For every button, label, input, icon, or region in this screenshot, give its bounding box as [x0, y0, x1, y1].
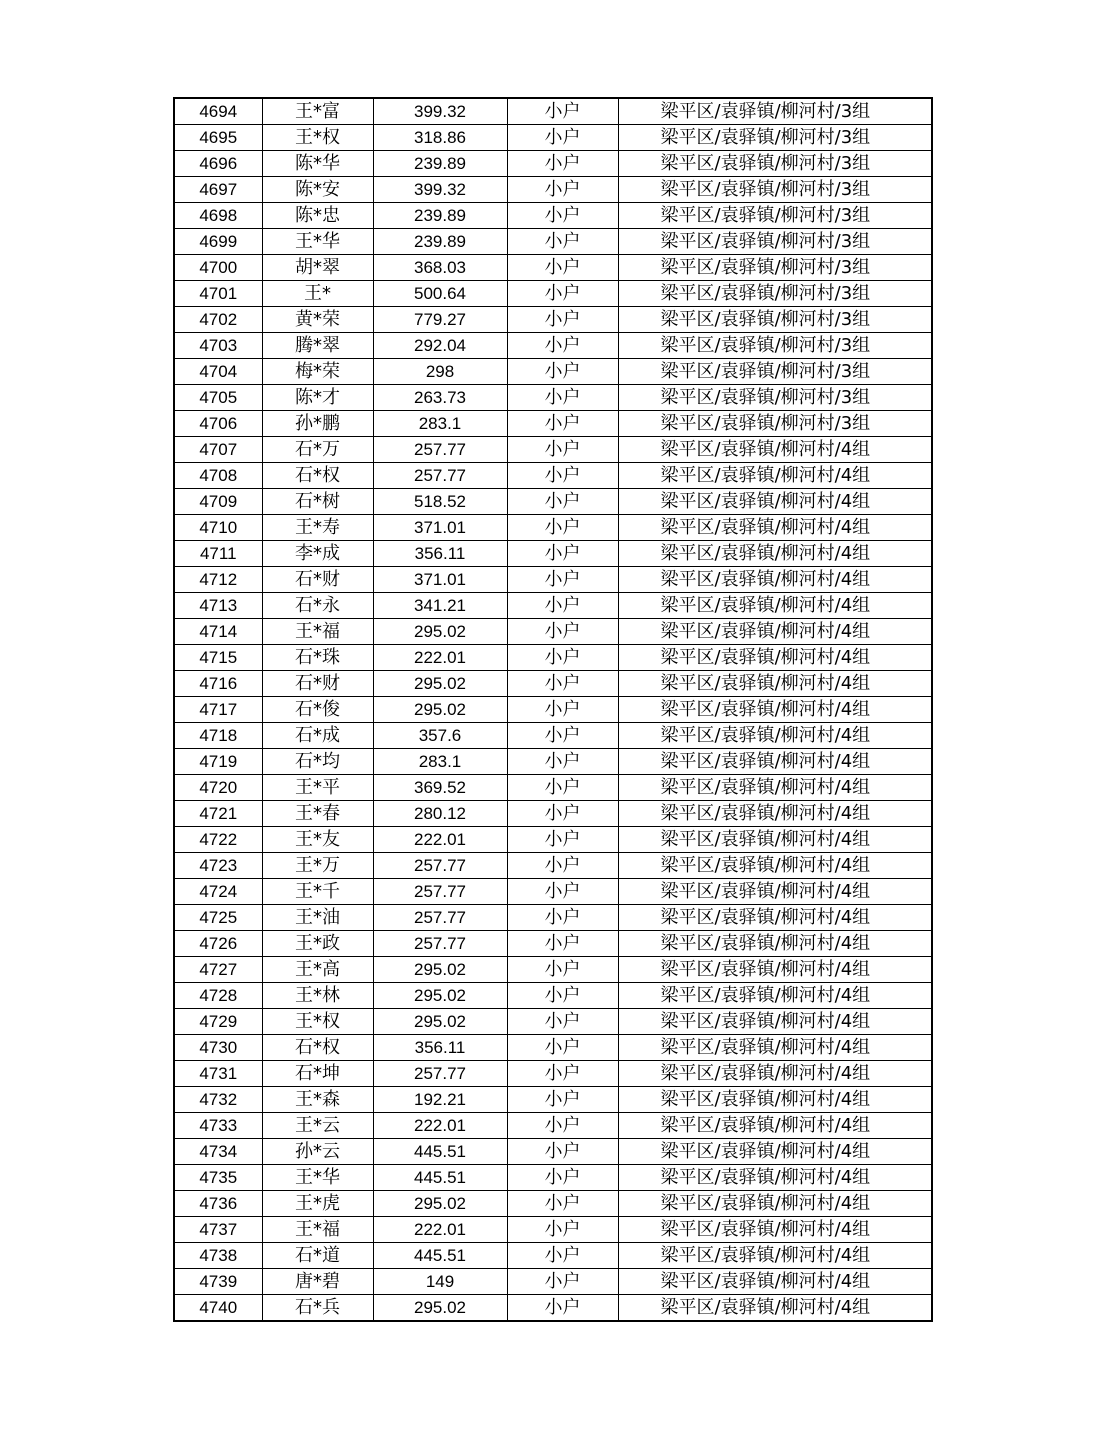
row-address-cell: 梁平区/袁驿镇/柳河村/3组: [618, 411, 932, 437]
table-row: [174, 1139, 932, 1165]
row-name-cell: 王*虎: [262, 1191, 373, 1217]
row-address-cell: 梁平区/袁驿镇/柳河村/4组: [618, 879, 932, 905]
row-area-cell: 239.89: [373, 229, 507, 255]
row-address-cell: 梁平区/袁驿镇/柳河村/4组: [618, 671, 932, 697]
row-id-cell: 4740: [174, 1295, 262, 1322]
row-id-cell: 4725: [174, 905, 262, 931]
row-type-cell: 小户: [507, 983, 618, 1009]
table-row: [174, 931, 932, 957]
row-address-cell: 梁平区/袁驿镇/柳河村/4组: [618, 853, 932, 879]
row-area-cell: 295.02: [373, 1295, 507, 1322]
row-name-cell: 石*权: [262, 463, 373, 489]
row-address-cell: 梁平区/袁驿镇/柳河村/4组: [618, 1087, 932, 1113]
row-id-cell: 4707: [174, 437, 262, 463]
row-id-cell: 4702: [174, 307, 262, 333]
row-area-cell: 257.77: [373, 905, 507, 931]
table-row: [174, 567, 932, 593]
row-type-cell: 小户: [507, 905, 618, 931]
row-type-cell: 小户: [507, 177, 618, 203]
table-row: [174, 697, 932, 723]
row-name-cell: 陈*才: [262, 385, 373, 411]
table-row: [174, 723, 932, 749]
row-address-cell: 梁平区/袁驿镇/柳河村/4组: [618, 1165, 932, 1191]
row-name-cell: 石*成: [262, 723, 373, 749]
row-area-cell: 295.02: [373, 957, 507, 983]
row-area-cell: 149: [373, 1269, 507, 1295]
table-row: [174, 489, 932, 515]
table-row: [174, 1217, 932, 1243]
row-area-cell: 445.51: [373, 1139, 507, 1165]
row-name-cell: 王*权: [262, 125, 373, 151]
row-area-cell: 257.77: [373, 437, 507, 463]
table-row: [174, 1113, 932, 1139]
table-row: [174, 255, 932, 281]
row-type-cell: 小户: [507, 645, 618, 671]
row-name-cell: 王*权: [262, 1009, 373, 1035]
row-address-cell: 梁平区/袁驿镇/柳河村/4组: [618, 1009, 932, 1035]
row-type-cell: 小户: [507, 515, 618, 541]
row-name-cell: 王*高: [262, 957, 373, 983]
row-name-cell: 王*春: [262, 801, 373, 827]
row-name-cell: 石*道: [262, 1243, 373, 1269]
row-type-cell: 小户: [507, 1269, 618, 1295]
row-name-cell: 唐*碧: [262, 1269, 373, 1295]
row-area-cell: 239.89: [373, 203, 507, 229]
row-address-cell: 梁平区/袁驿镇/柳河村/4组: [618, 1243, 932, 1269]
table-row: [174, 229, 932, 255]
row-area-cell: 257.77: [373, 853, 507, 879]
row-id-cell: 4715: [174, 645, 262, 671]
row-type-cell: 小户: [507, 411, 618, 437]
row-name-cell: 石*万: [262, 437, 373, 463]
row-name-cell: 孙*鹏: [262, 411, 373, 437]
row-id-cell: 4738: [174, 1243, 262, 1269]
row-type-cell: 小户: [507, 307, 618, 333]
row-address-cell: 梁平区/袁驿镇/柳河村/4组: [618, 593, 932, 619]
row-type-cell: 小户: [507, 697, 618, 723]
row-area-cell: 295.02: [373, 983, 507, 1009]
row-name-cell: 王*华: [262, 1165, 373, 1191]
row-name-cell: 王*万: [262, 853, 373, 879]
row-type-cell: 小户: [507, 671, 618, 697]
table-row: [174, 411, 932, 437]
row-type-cell: 小户: [507, 333, 618, 359]
row-address-cell: 梁平区/袁驿镇/柳河村/4组: [618, 957, 932, 983]
row-area-cell: 295.02: [373, 1191, 507, 1217]
row-id-cell: 4719: [174, 749, 262, 775]
row-name-cell: 梅*荣: [262, 359, 373, 385]
row-type-cell: 小户: [507, 463, 618, 489]
table-row: [174, 957, 932, 983]
row-name-cell: 王*云: [262, 1113, 373, 1139]
row-type-cell: 小户: [507, 1113, 618, 1139]
table-row: [174, 1035, 932, 1061]
row-id-cell: 4723: [174, 853, 262, 879]
row-type-cell: 小户: [507, 1139, 618, 1165]
table-row: [174, 905, 932, 931]
row-name-cell: 石*珠: [262, 645, 373, 671]
row-area-cell: 257.77: [373, 879, 507, 905]
row-address-cell: 梁平区/袁驿镇/柳河村/4组: [618, 1113, 932, 1139]
row-address-cell: 梁平区/袁驿镇/柳河村/4组: [618, 567, 932, 593]
row-address-cell: 梁平区/袁驿镇/柳河村/4组: [618, 1035, 932, 1061]
row-id-cell: 4739: [174, 1269, 262, 1295]
row-address-cell: 梁平区/袁驿镇/柳河村/3组: [618, 255, 932, 281]
table-row: [174, 541, 932, 567]
row-area-cell: 292.04: [373, 333, 507, 359]
row-id-cell: 4705: [174, 385, 262, 411]
row-type-cell: 小户: [507, 931, 618, 957]
row-area-cell: 222.01: [373, 827, 507, 853]
table-row: [174, 281, 932, 307]
row-address-cell: 梁平区/袁驿镇/柳河村/3组: [618, 229, 932, 255]
row-type-cell: 小户: [507, 1009, 618, 1035]
row-name-cell: 王*: [262, 281, 373, 307]
table-row: [174, 437, 932, 463]
table-row: [174, 1087, 932, 1113]
row-name-cell: 王*福: [262, 619, 373, 645]
table-row: [174, 1191, 932, 1217]
row-address-cell: 梁平区/袁驿镇/柳河村/4组: [618, 1139, 932, 1165]
row-area-cell: 222.01: [373, 1113, 507, 1139]
row-id-cell: 4733: [174, 1113, 262, 1139]
row-type-cell: 小户: [507, 125, 618, 151]
row-name-cell: 石*财: [262, 567, 373, 593]
row-id-cell: 4737: [174, 1217, 262, 1243]
row-address-cell: 梁平区/袁驿镇/柳河村/4组: [618, 1217, 932, 1243]
row-id-cell: 4718: [174, 723, 262, 749]
row-address-cell: 梁平区/袁驿镇/柳河村/3组: [618, 177, 932, 203]
row-name-cell: 王*政: [262, 931, 373, 957]
row-type-cell: 小户: [507, 775, 618, 801]
table-row: [174, 879, 932, 905]
row-address-cell: 梁平区/袁驿镇/柳河村/3组: [618, 203, 932, 229]
row-area-cell: 445.51: [373, 1165, 507, 1191]
row-id-cell: 4695: [174, 125, 262, 151]
table-row: [174, 801, 932, 827]
row-name-cell: 石*权: [262, 1035, 373, 1061]
row-name-cell: 石*兵: [262, 1295, 373, 1322]
row-id-cell: 4732: [174, 1087, 262, 1113]
row-id-cell: 4724: [174, 879, 262, 905]
row-name-cell: 李*成: [262, 541, 373, 567]
row-id-cell: 4704: [174, 359, 262, 385]
row-id-cell: 4731: [174, 1061, 262, 1087]
row-name-cell: 王*千: [262, 879, 373, 905]
row-type-cell: 小户: [507, 281, 618, 307]
row-id-cell: 4735: [174, 1165, 262, 1191]
row-address-cell: 梁平区/袁驿镇/柳河村/4组: [618, 1295, 932, 1322]
table-row: [174, 749, 932, 775]
row-name-cell: 王*森: [262, 1087, 373, 1113]
row-id-cell: 4716: [174, 671, 262, 697]
row-area-cell: 399.32: [373, 98, 507, 125]
row-address-cell: 梁平区/袁驿镇/柳河村/3组: [618, 281, 932, 307]
row-type-cell: 小户: [507, 723, 618, 749]
table-row: [174, 177, 932, 203]
row-type-cell: 小户: [507, 749, 618, 775]
roster-table: [173, 97, 933, 1322]
table-row: [174, 98, 932, 125]
row-area-cell: 298: [373, 359, 507, 385]
row-address-cell: 梁平区/袁驿镇/柳河村/4组: [618, 723, 932, 749]
table-row: [174, 515, 932, 541]
row-name-cell: 孙*云: [262, 1139, 373, 1165]
row-id-cell: 4721: [174, 801, 262, 827]
row-id-cell: 4709: [174, 489, 262, 515]
row-area-cell: 368.03: [373, 255, 507, 281]
row-area-cell: 222.01: [373, 1217, 507, 1243]
table-row: [174, 775, 932, 801]
row-area-cell: 357.6: [373, 723, 507, 749]
table-row: [174, 333, 932, 359]
row-type-cell: 小户: [507, 567, 618, 593]
row-type-cell: 小户: [507, 827, 618, 853]
table-row: [174, 359, 932, 385]
row-id-cell: 4713: [174, 593, 262, 619]
row-type-cell: 小户: [507, 1217, 618, 1243]
row-type-cell: 小户: [507, 489, 618, 515]
row-id-cell: 4696: [174, 151, 262, 177]
row-address-cell: 梁平区/袁驿镇/柳河村/4组: [618, 749, 932, 775]
row-name-cell: 石*永: [262, 593, 373, 619]
row-type-cell: 小户: [507, 1191, 618, 1217]
row-id-cell: 4736: [174, 1191, 262, 1217]
table-row: [174, 619, 932, 645]
row-type-cell: 小户: [507, 1061, 618, 1087]
row-name-cell: 王*平: [262, 775, 373, 801]
row-id-cell: 4726: [174, 931, 262, 957]
row-name-cell: 腾*翠: [262, 333, 373, 359]
row-address-cell: 梁平区/袁驿镇/柳河村/4组: [618, 515, 932, 541]
row-address-cell: 梁平区/袁驿镇/柳河村/4组: [618, 437, 932, 463]
table-row: [174, 827, 932, 853]
table-row: [174, 463, 932, 489]
row-name-cell: 石*财: [262, 671, 373, 697]
row-type-cell: 小户: [507, 1295, 618, 1322]
row-area-cell: 518.52: [373, 489, 507, 515]
row-id-cell: 4701: [174, 281, 262, 307]
row-id-cell: 4711: [174, 541, 262, 567]
table-row: [174, 151, 932, 177]
row-type-cell: 小户: [507, 619, 618, 645]
row-address-cell: 梁平区/袁驿镇/柳河村/4组: [618, 931, 932, 957]
row-name-cell: 王*华: [262, 229, 373, 255]
row-type-cell: 小户: [507, 1035, 618, 1061]
row-name-cell: 王*寿: [262, 515, 373, 541]
row-id-cell: 4722: [174, 827, 262, 853]
row-area-cell: 356.11: [373, 1035, 507, 1061]
row-area-cell: 295.02: [373, 671, 507, 697]
table-row: [174, 671, 932, 697]
row-address-cell: 梁平区/袁驿镇/柳河村/3组: [618, 125, 932, 151]
row-type-cell: 小户: [507, 593, 618, 619]
row-area-cell: 371.01: [373, 567, 507, 593]
row-type-cell: 小户: [507, 437, 618, 463]
row-address-cell: 梁平区/袁驿镇/柳河村/4组: [618, 1061, 932, 1087]
row-id-cell: 4734: [174, 1139, 262, 1165]
row-area-cell: 263.73: [373, 385, 507, 411]
row-name-cell: 黄*荣: [262, 307, 373, 333]
row-address-cell: 梁平区/袁驿镇/柳河村/4组: [618, 801, 932, 827]
row-area-cell: 341.21: [373, 593, 507, 619]
row-area-cell: 295.02: [373, 697, 507, 723]
row-name-cell: 王*油: [262, 905, 373, 931]
row-id-cell: 4698: [174, 203, 262, 229]
row-area-cell: 257.77: [373, 1061, 507, 1087]
row-type-cell: 小户: [507, 98, 618, 125]
row-area-cell: 295.02: [373, 1009, 507, 1035]
row-address-cell: 梁平区/袁驿镇/柳河村/4组: [618, 645, 932, 671]
row-address-cell: 梁平区/袁驿镇/柳河村/4组: [618, 905, 932, 931]
row-area-cell: 257.77: [373, 463, 507, 489]
table-row: [174, 1009, 932, 1035]
row-address-cell: 梁平区/袁驿镇/柳河村/4组: [618, 619, 932, 645]
row-id-cell: 4712: [174, 567, 262, 593]
table-row: [174, 853, 932, 879]
table-row: [174, 307, 932, 333]
row-type-cell: 小户: [507, 1087, 618, 1113]
row-name-cell: 王*友: [262, 827, 373, 853]
row-type-cell: 小户: [507, 879, 618, 905]
row-area-cell: 295.02: [373, 619, 507, 645]
row-name-cell: 石*均: [262, 749, 373, 775]
row-type-cell: 小户: [507, 1165, 618, 1191]
row-type-cell: 小户: [507, 853, 618, 879]
row-type-cell: 小户: [507, 359, 618, 385]
row-type-cell: 小户: [507, 1243, 618, 1269]
roster-body: [174, 98, 932, 1321]
row-area-cell: 500.64: [373, 281, 507, 307]
row-area-cell: 283.1: [373, 411, 507, 437]
row-id-cell: 4730: [174, 1035, 262, 1061]
row-address-cell: 梁平区/袁驿镇/柳河村/4组: [618, 541, 932, 567]
row-name-cell: 石*坤: [262, 1061, 373, 1087]
row-id-cell: 4728: [174, 983, 262, 1009]
row-id-cell: 4727: [174, 957, 262, 983]
row-address-cell: 梁平区/袁驿镇/柳河村/4组: [618, 697, 932, 723]
row-area-cell: 318.86: [373, 125, 507, 151]
row-type-cell: 小户: [507, 541, 618, 567]
row-address-cell: 梁平区/袁驿镇/柳河村/4组: [618, 489, 932, 515]
row-name-cell: 陈*安: [262, 177, 373, 203]
row-name-cell: 王*福: [262, 1217, 373, 1243]
row-address-cell: 梁平区/袁驿镇/柳河村/3组: [618, 307, 932, 333]
row-type-cell: 小户: [507, 957, 618, 983]
row-name-cell: 陈*忠: [262, 203, 373, 229]
row-area-cell: 371.01: [373, 515, 507, 541]
row-address-cell: 梁平区/袁驿镇/柳河村/4组: [618, 827, 932, 853]
row-id-cell: 4729: [174, 1009, 262, 1035]
table-row: [174, 1295, 932, 1322]
row-type-cell: 小户: [507, 255, 618, 281]
row-address-cell: 梁平区/袁驿镇/柳河村/4组: [618, 775, 932, 801]
row-type-cell: 小户: [507, 203, 618, 229]
table-row: [174, 645, 932, 671]
row-area-cell: 779.27: [373, 307, 507, 333]
row-id-cell: 4714: [174, 619, 262, 645]
row-name-cell: 陈*华: [262, 151, 373, 177]
row-area-cell: 369.52: [373, 775, 507, 801]
row-name-cell: 胡*翠: [262, 255, 373, 281]
row-address-cell: 梁平区/袁驿镇/柳河村/4组: [618, 1191, 932, 1217]
row-id-cell: 4697: [174, 177, 262, 203]
row-type-cell: 小户: [507, 151, 618, 177]
row-type-cell: 小户: [507, 801, 618, 827]
row-address-cell: 梁平区/袁驿镇/柳河村/4组: [618, 983, 932, 1009]
table-row: [174, 125, 932, 151]
row-id-cell: 4720: [174, 775, 262, 801]
row-address-cell: 梁平区/袁驿镇/柳河村/3组: [618, 385, 932, 411]
row-name-cell: 王*富: [262, 98, 373, 125]
row-address-cell: 梁平区/袁驿镇/柳河村/4组: [618, 1269, 932, 1295]
row-area-cell: 222.01: [373, 645, 507, 671]
row-name-cell: 石*树: [262, 489, 373, 515]
row-id-cell: 4710: [174, 515, 262, 541]
table-row: [174, 385, 932, 411]
row-id-cell: 4700: [174, 255, 262, 281]
row-type-cell: 小户: [507, 229, 618, 255]
table-row: [174, 1165, 932, 1191]
row-id-cell: 4706: [174, 411, 262, 437]
row-area-cell: 192.21: [373, 1087, 507, 1113]
row-address-cell: 梁平区/袁驿镇/柳河村/3组: [618, 151, 932, 177]
row-area-cell: 399.32: [373, 177, 507, 203]
row-address-cell: 梁平区/袁驿镇/柳河村/3组: [618, 359, 932, 385]
row-id-cell: 4703: [174, 333, 262, 359]
row-area-cell: 257.77: [373, 931, 507, 957]
row-id-cell: 4708: [174, 463, 262, 489]
row-name-cell: 石*俊: [262, 697, 373, 723]
table-row: [174, 203, 932, 229]
row-id-cell: 4717: [174, 697, 262, 723]
row-id-cell: 4694: [174, 98, 262, 125]
row-type-cell: 小户: [507, 385, 618, 411]
row-id-cell: 4699: [174, 229, 262, 255]
row-area-cell: 356.11: [373, 541, 507, 567]
row-area-cell: 280.12: [373, 801, 507, 827]
row-area-cell: 283.1: [373, 749, 507, 775]
table-row: [174, 983, 932, 1009]
table-row: [174, 1061, 932, 1087]
table-row: [174, 593, 932, 619]
row-area-cell: 239.89: [373, 151, 507, 177]
row-address-cell: 梁平区/袁驿镇/柳河村/4组: [618, 463, 932, 489]
table-row: [174, 1269, 932, 1295]
row-address-cell: 梁平区/袁驿镇/柳河村/3组: [618, 333, 932, 359]
row-area-cell: 445.51: [373, 1243, 507, 1269]
row-address-cell: 梁平区/袁驿镇/柳河村/3组: [618, 98, 932, 125]
row-name-cell: 王*林: [262, 983, 373, 1009]
table-row: [174, 1243, 932, 1269]
